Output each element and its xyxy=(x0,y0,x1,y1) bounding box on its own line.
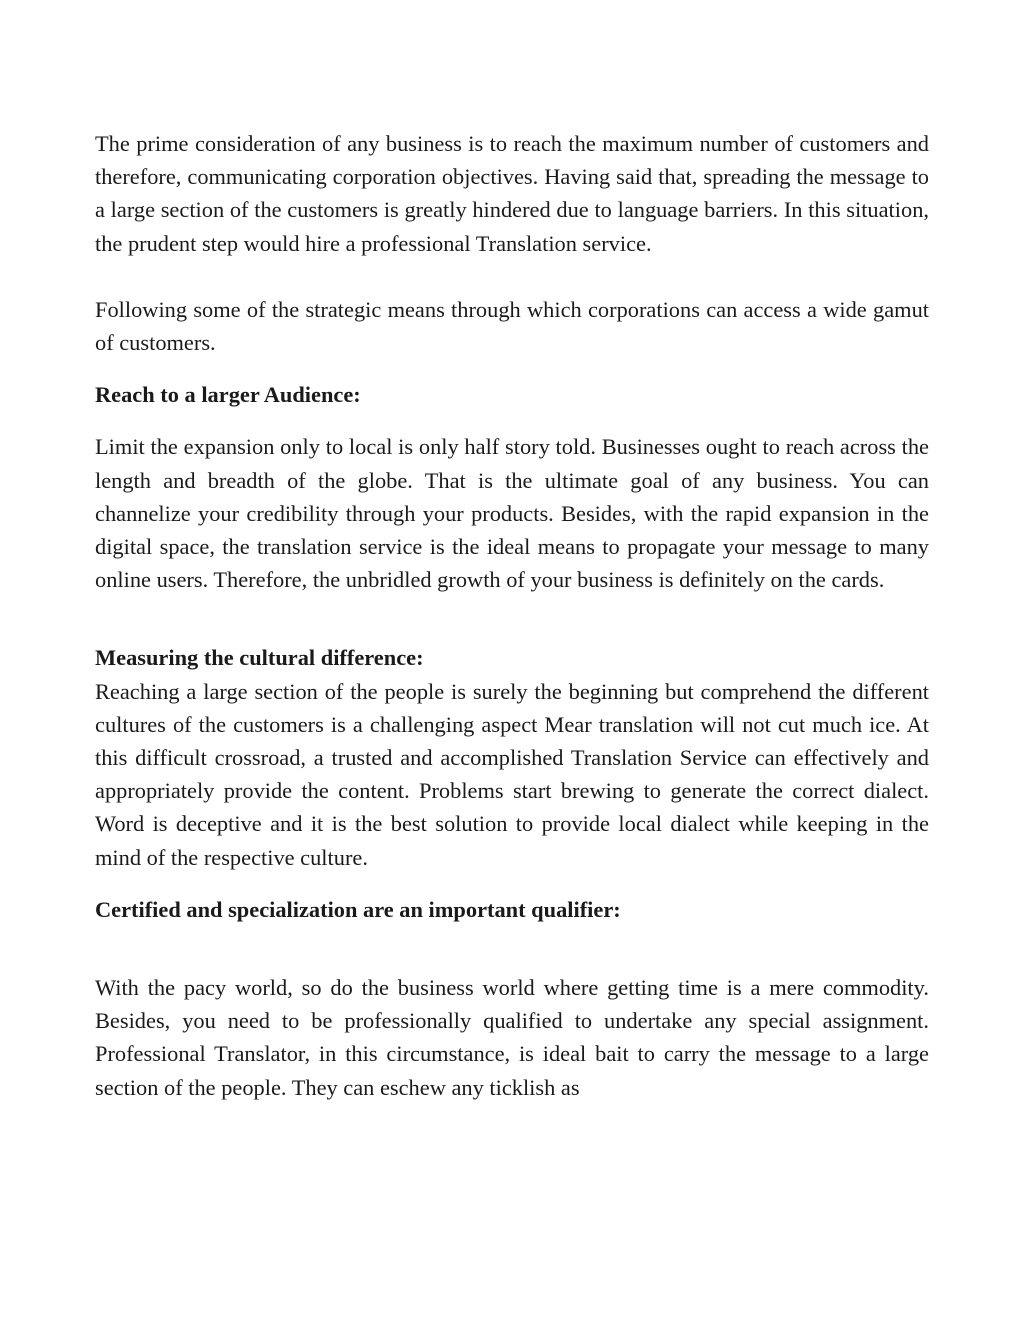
section-heading-certified: Certified and specialization are an important qualifier: xyxy=(95,896,621,922)
cultural-paragraph: Reaching a large section of the people is surely the beginning but comprehend the different cultures of the customers is a challenging aspect Mear translation will not cut much ice. At this difficult crossroad, a trusted and accomplished Translation Service can effectively and appropriately provide the content. Problems start brewing to generate the correct dialect. Word is deceptive and it is the best solution to provide local dialect while keeping in the mind of the respective culture. xyxy=(95,678,929,870)
audience-paragraph: Limit the expansion only to local is only half story told. Businesses ought to reach across the length and breadth of the globe. That is the ultimate goal of any business. You can channelize your credibility through your products. Besides, with the rapid expansion in the digital space, the translation service is the ideal means to propagate your message to many online users. Therefore, the unbridled growth of your business is definitely on the cards. xyxy=(95,434,929,593)
section-heading-audience: Reach to a larger Audience: xyxy=(95,382,361,408)
certified-paragraph: With the pacy world, so do the business world where getting time is a mere commodity. Besides, you need to be professionally qualified to undertake any special assignment. Professional Translator, in this circumstance, is ideal bait to carry the message to a large section of the people. They can eschew any ticklish as xyxy=(95,975,929,1100)
intro-paragraph: The prime consideration of any business is to reach the maximum number of customers and therefore, communicating corporation objectives. Having said that, spreading the message to a large section of the customers is greatly hindered due to language barriers. In this situation, the prudent step would hire a professional Translation service. xyxy=(95,131,929,256)
document-body xyxy=(95,127,929,1104)
section-heading-cultural: Measuring the cultural difference: xyxy=(95,645,424,671)
strategic-means-paragraph: Following some of the strategic means through which corporations can access a wide gamut of customers. xyxy=(95,296,929,356)
